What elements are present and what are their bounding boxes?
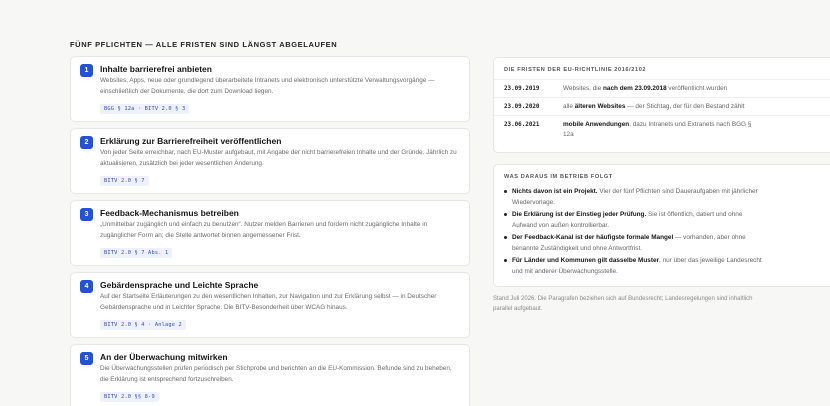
deadline-row [494,97,830,115]
duty-number: 2 [80,136,93,149]
duty-legal-reference: BITV 2.0 §§ 8-9 [100,392,159,402]
deadline-date: 23.09.2020 [504,104,540,110]
duty-legal-reference: BITV 2.0 § 4 · Anlage 2 [100,320,186,330]
deadline-description: mobile Anwendungen, dazu Intranets und Extranets nach BGG § 12a [563,121,752,138]
deadline-row [494,79,830,97]
duty-card [70,56,470,122]
footnote: Stand Juli 2026. Die Paragrafen beziehen sich auf Bundesrecht; Landesregelungen sind inhaltlich parallel aufgebaut. [493,296,753,312]
deadlines-panel [493,57,830,153]
duty-legal-reference: BGG § 12a · BITV 2.0 § 3 [100,104,189,114]
duty-card [70,200,470,266]
deadline-date: 23.09.2019 [504,86,540,92]
duty-number: 5 [80,352,93,365]
duty-legal-reference: BITV 2.0 § 7 [100,176,149,186]
duty-description: Von jeder Seite erreichbar, nach EU-Muster aufgebaut, mit Angabe der nicht barrierefreien Inhalte und der Gründe. Jährlich zu aktualisieren, zusätzlich bei jeder wesentlichen Änderung. [100,149,457,167]
deadline-date: 23.06.2021 [504,122,540,128]
duty-number: 3 [80,208,93,221]
duty-number: 4 [80,280,93,293]
deadlines-title: DIE FRISTEN DER EU-RICHTLINIE 2016/2102 [504,67,647,73]
duty-title: Gebärdensprache und Leichte Sprache [100,280,259,290]
consequences-panel [493,164,830,287]
duty-description: Auf der Startseite Erläuterungen zu den wesentlichen Inhalten, zur Navigation und zur Erklärung selbst — in Deutscher Gebärdensprache und in Leichter Sprache. Die BITV-Besonderheit über WCAG hinaus. [100,293,437,311]
section-title: FÜNF PFLICHTEN — ALLE FRISTEN SIND LÄNGST ABGELAUFEN [70,40,338,49]
list-item: Nichts davon ist ein Projekt. Vier der fünf Pflichten sind Daueraufgaben mit jährlicher Wiedervorlage. [504,186,762,208]
list-item: Der Feedback-Kanal ist der häufigste formale Mangel — vorhanden, aber ohne benannte Zuständigkeit und ohne Antwortfrist. [504,232,762,254]
consequences-list [494,186,830,277]
duty-description: Websites, Apps, neue oder grundlegend überarbeitete Intranets und elektronisch unterstützte Verwaltungsvorgänge — einschließlich der Dokumente, die dort zum Download liegen. [100,77,435,95]
duty-number: 1 [80,64,93,77]
duties-list [70,56,470,406]
deadline-description: alle älteren Websites — der Stichtag, der für den Bestand zählt [563,103,745,110]
list-item: Die Erklärung ist der Einstieg jeder Prüfung. Sie ist öffentlich, datiert und ohne Aufwand von außen kontrollierbar. [504,209,762,231]
list-item: Für Länder und Kommunen gilt dasselbe Muster, nur über das jeweilige Landesrecht und mit anderer Überwachungsstelle. [504,255,762,277]
deadline-row [494,115,830,143]
deadline-description: Websites, die nach dem 23.09.2018 veröffentlicht wurden [563,85,728,92]
consequences-title: WAS DARAUS IM BETRIEB FOLGT [504,174,613,180]
duty-title: Inhalte barrierefrei anbieten [100,64,212,74]
duty-description: „Unmittelbar zugänglich und einfach zu benutzen“. Nutzer melden Barrieren und fordern nicht zugängliche Inhalte in zugänglicher Form an; die Stelle antwortet binnen angemessener Frist. [100,221,428,239]
duty-card [70,272,470,338]
duty-title: An der Überwachung mitwirken [100,352,228,362]
duty-title: Feedback-Mechanismus betreiben [100,208,239,218]
duty-card [70,344,470,406]
duty-title: Erklärung zur Barrierefreiheit veröffentlichen [100,136,282,146]
duty-card [70,128,470,194]
duty-legal-reference: BITV 2.0 § 7 Abs. 1 [100,248,172,258]
duty-description: Die Überwachungsstellen prüfen periodisch per Stichprobe und berichten an die EU-Kommission. Befunde sind zu beheben, die Erklärung ist entsprechend fortzuschreiben. [100,365,452,383]
